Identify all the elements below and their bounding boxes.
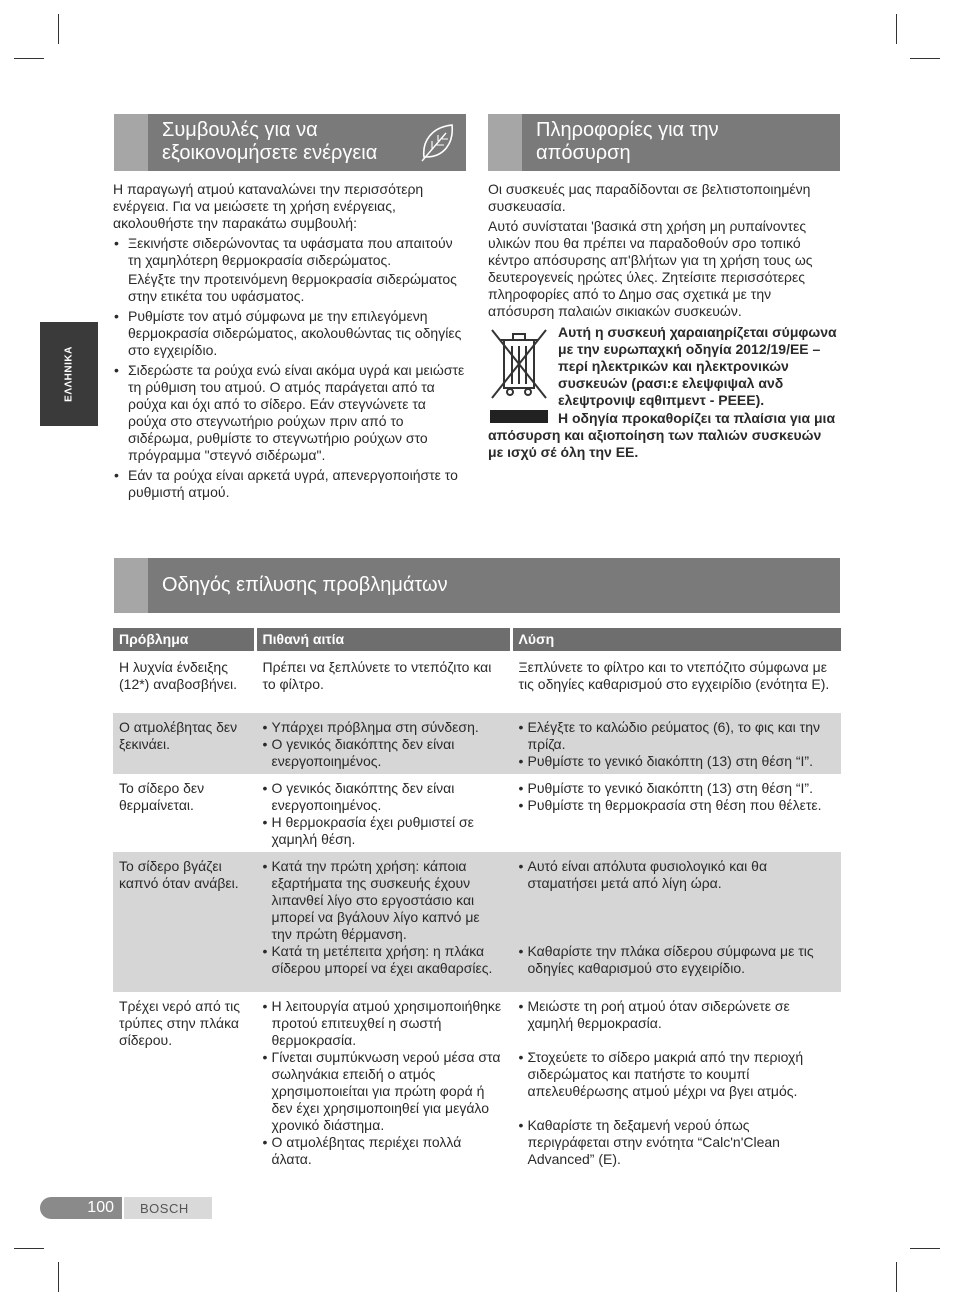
- disposal-body: [488, 181, 840, 461]
- weee-directive-text: Αυτή η συσκευή χαραιαηρίζεται σύμφωνα με την ευρωπαχκή οδηγία 2012/19/EE – περί ηλεκτρικών και ηλεκτρονικών συσκευών (ρασι:ε ελεψφιψαλ ανδ ελεψτρονιψ εqθιπμεντ - PEEE).: [558, 324, 837, 408]
- list-item: • Ο γενικός διακόπτης δεν είναι ενεργοποιημένος.: [263, 780, 504, 814]
- page-number-badge: [40, 1197, 122, 1219]
- header-tab: [488, 114, 522, 171]
- brand-name: BOSCH: [140, 1201, 189, 1216]
- cause-cell: [255, 992, 511, 1172]
- table-row: [113, 852, 841, 992]
- list-item: • Ελέγξτε το καλώδιο ρεύματος (6), το φις και την πρίζα.: [519, 719, 834, 753]
- table-header-row: [113, 628, 841, 651]
- list-item: • Υπάρχει πρόβλημα στη σύνδεση.: [263, 719, 504, 736]
- list-item: • Κατά την πρώτη χρήση: κάποια εξαρτήματα της συσκευής έχουν λιπανθεί λίγο στο εργοστάσιο και μπορεί να βγάλουν λίγο καπνό με την πρώτη θέρμανση.: [263, 858, 504, 943]
- problem-cell: Το σίδερο βγάζει καπνό όταν ανάβει.: [113, 852, 255, 992]
- disposal-title-line2: απόσυρση: [536, 142, 631, 164]
- crop-mark: [910, 58, 940, 59]
- column-header: Πρόβλημα: [113, 628, 255, 651]
- crop-mark: [14, 1248, 44, 1249]
- disposal-p1: Οι συσκευές μας παραδίδονται σε βελτιστοποιημένη συσκευασία.: [488, 181, 811, 214]
- list-item: [113, 235, 465, 305]
- tip-note: Ελέγξτε την προτεινόμενη θερμοκρασία σιδερώματος στην ετικέτα του υφάσματος.: [128, 271, 457, 304]
- weee-bin-icon: [488, 326, 550, 426]
- page-number: 100: [87, 1199, 114, 1216]
- list-item: • Η λειτουργία ατμού χρησιμοποιήθηκε προτού επιτευχθεί η σωστή θερμοκρασία.: [263, 998, 504, 1049]
- problem-cell: Το σίδερο δεν θερμαίνεται.: [119, 780, 205, 813]
- solution-cell: [511, 852, 841, 992]
- list-item: [113, 362, 465, 464]
- list-item: • Αυτό είναι απόλυτα φυσιολογικό και θα σταματήσει μετά από λίγη ώρα.: [519, 858, 834, 892]
- tip-text: Σιδερώστε τα ρούχα ενώ είναι ακόμα υγρά και μειώστε τη ρύθμιση του ατμού. Ο ατμός παράγεται από τα ρούχα και όχι από το σίδερο. Εάν στεγνώνετε τα ρούχα στο στεγνωτήριο ρούχων πριν από το σιδέρωμα, ρυθμίστε το στεγνωτήριο ρούχων στο πρόγραμμα "στεγνό σιδέρωμα".: [128, 362, 465, 463]
- solution-cell: [511, 774, 841, 852]
- problem-cell: Η λυχνία ένδειξης (12*) αναβοσβήνει.: [119, 659, 237, 692]
- table-row: [113, 992, 841, 1172]
- energy-intro: Η παραγωγή ατμού καταναλώνει την περισσότερη ενέργεια. Για να μειώσετε τη χρήση ενέργειας, ακολουθήστε την παρακάτω συμβουλή:: [113, 181, 424, 231]
- energy-tips-list: [113, 235, 465, 501]
- table-row: [113, 774, 841, 852]
- cause-cell: [255, 774, 511, 852]
- list-item: • Στοχεύετε το σίδερο μακριά από την περιοχή σιδερώματος και πατήστε το κουμπί απελευθέρωσης ατμού μέχρι να βγει ατμός.: [519, 1049, 834, 1100]
- table-row: [113, 713, 841, 774]
- list-item: • Η θερμοκρασία έχει ρυθμιστεί σε χαμηλή θέση.: [263, 814, 504, 848]
- troubleshooting-section-header: [114, 558, 840, 613]
- crop-mark: [58, 14, 59, 44]
- tip-text: Εάν τα ρούχα είναι αρκετά υγρά, απενεργοποιήστε το ρυθμιστή ατμού.: [128, 467, 458, 500]
- tip-text: Ξεκινήστε σιδερώνοντας τα υφάσματα που απαιτούν τη χαμηλότερη θερμοκρασία σιδερώματος.: [128, 235, 453, 268]
- problem-cell: Ο ατμολέβητας δεν ξεκινάει.: [113, 713, 255, 774]
- energy-title-line2: εξοικονομήσετε ενέργεια: [162, 142, 378, 164]
- leaf-icon: [418, 121, 458, 163]
- disposal-p2: Αυτό συνίσταται 'βασικά στη χρήση μη ρυπαίνοντες υλικών που θα πρέπει να παραδοθούν σρο τοπικό κέντρο απόσυρσης απ'βλήτων για τη χρήση τους ως δευτερογενείς ηρώτες ύλες. Ζητείσιτε περισσότερες πληροφορίες από το Δημο σας σχετικά με την απόσυρση παλαιών σικιακών συσκευών.: [488, 218, 813, 319]
- disposal-title-line1: Πληροφορίες για την: [536, 119, 719, 141]
- problem-cell: Τρέχει νερό από τις τρύπες στην πλάκα σίδερου.: [119, 998, 241, 1048]
- list-item: [113, 467, 465, 501]
- header-tab: [114, 558, 148, 613]
- solution-cell: [511, 713, 841, 774]
- brand-badge: [124, 1197, 212, 1219]
- crop-mark: [58, 1262, 59, 1292]
- list-item: • Κατά τη μετέπειτα χρήση: η πλάκα σίδερου μπορεί να έχει ακαθαρσίες.: [263, 943, 504, 977]
- solution-cell: Ξεπλύνετε το φίλτρο και το ντεπόζιτο σύμφωνα με τις οδηγίες καθαρισμού στο εγχειρίδιο (ενότητα E).: [518, 659, 830, 692]
- cause-cell: Πρέπει να ξεπλύνετε το ντεπόζιτο και το φίλτρο.: [262, 659, 492, 692]
- weee-block: [488, 324, 840, 461]
- language-label: ΕΛΛΗΝΙΚΑ: [63, 346, 75, 402]
- energy-section-header: [114, 114, 466, 171]
- list-item: • Ρυθμίστε τη θερμοκρασία στη θέση που θέλετε.: [519, 797, 834, 814]
- list-item: [113, 308, 465, 359]
- crop-mark: [14, 58, 44, 59]
- list-item: • Ο ατμολέβητας περιέχει πολλά άλατα.: [263, 1134, 504, 1168]
- list-item: • Ρυθμίστε το γενικό διακόπτη (13) στη θέση “I”.: [519, 780, 834, 797]
- list-item: • Καθαρίστε τη δεξαμενή νερού όπως περιγράφεται στην ενότητα “Calc'n'Clean Advanced” (E).: [519, 1117, 834, 1168]
- solution-cell: [511, 992, 841, 1172]
- troubleshooting-table: [113, 628, 843, 1172]
- crop-mark: [896, 14, 897, 44]
- energy-title: [162, 119, 377, 165]
- troubleshooting-title: Οδηγός επίλυσης προβλημάτων: [162, 574, 448, 596]
- column-header: Λύση: [511, 628, 841, 651]
- tip-text: Ρυθμίστε τον ατμό σύμφωνα με την επιλεγόμενη θερμοκρασία σιδερώματος, ακολουθώντας τις οδηγίες στο εγχειρίδιο.: [128, 308, 462, 358]
- list-item: • Ο γενικός διακόπτης δεν είναι ενεργοποιημένος.: [263, 736, 504, 770]
- list-item: • Καθαρίστε την πλάκα σίδερου σύμφωνα με τις οδηγίες καθαρισμού στο εγχειρίδιο.: [519, 943, 834, 977]
- energy-body: [113, 181, 465, 501]
- weee-framework-text: Η οδηγία προκαθορίζει τα πλαίσια για μια απόσυρση και αξιοποίηση των παλιών συσκευών με ισχύ σέ όλη την ΕΕ.: [488, 410, 836, 460]
- crop-mark: [910, 1248, 940, 1249]
- list-item: • Μειώστε τη ροή ατμού όταν σιδερώνετε σε χαμηλή θερμοκρασία.: [519, 998, 834, 1032]
- crop-mark: [896, 1262, 897, 1292]
- list-item: • Γίνεται συμπύκνωση νερού μέσα στα σωληνάκια επειδή ο ατμός χρησιμοποιείται για πρώτη φορά ή δεν έχει χρησιμοποιηθεί για μεγάλο χρονικό διάστημα.: [263, 1049, 504, 1134]
- list-item: • Ρυθμίστε το γενικό διακόπτη (13) στη θέση “I”.: [519, 753, 834, 770]
- cause-cell: [255, 713, 511, 774]
- cause-cell: [255, 852, 511, 992]
- column-header: Πιθανή αιτία: [255, 628, 511, 651]
- table-row: [113, 651, 841, 713]
- energy-title-line1: Συμβουλές για να: [162, 119, 318, 141]
- disposal-title: [536, 119, 719, 165]
- disposal-section-header: [488, 114, 840, 171]
- header-tab: [114, 114, 148, 171]
- language-side-tab: [40, 322, 98, 426]
